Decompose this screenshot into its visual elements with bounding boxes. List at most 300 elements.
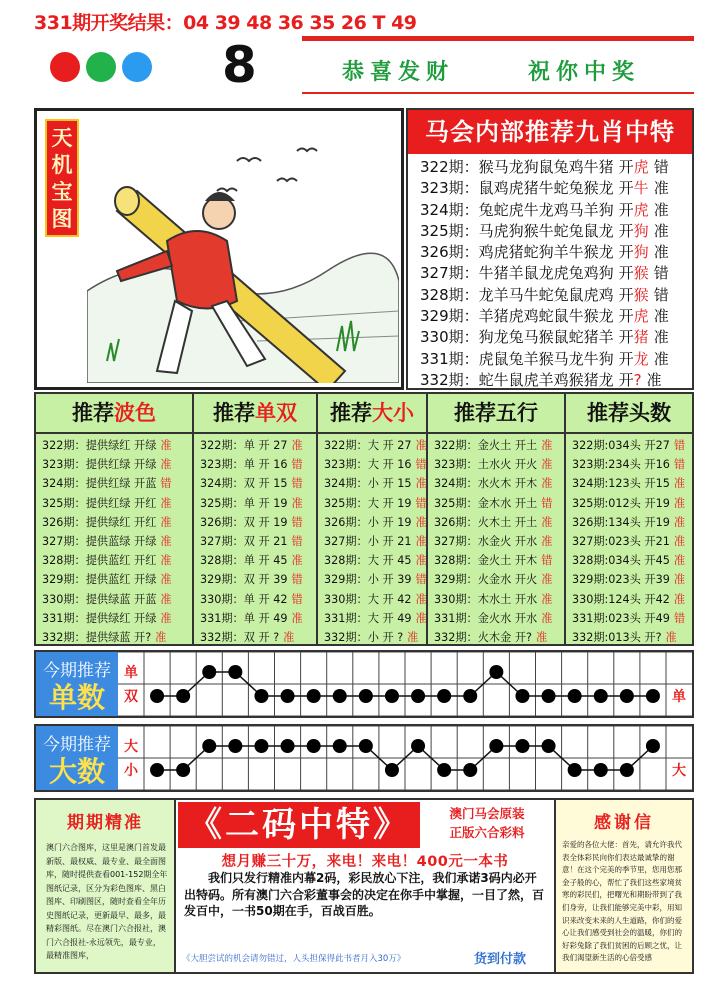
grid-row	[566, 513, 692, 532]
grid-row-result: 错	[415, 496, 427, 510]
grid-row-result: 准	[291, 611, 303, 625]
grid-row-text: 332期:013头 开?	[572, 630, 662, 644]
grid-row-text: 330期：单 开 42	[200, 592, 288, 606]
zodiac-row-list: 蛇牛鼠虎羊鸡猴猪龙	[478, 370, 614, 389]
grid-row-text: 322期：金火土 开土	[434, 439, 538, 452]
zodiac-row-list: 羊猪虎鸡蛇鼠牛猴龙	[478, 307, 614, 326]
grid-row-result: 准	[415, 477, 427, 491]
grid-row	[566, 494, 692, 513]
odd-even-trend	[34, 650, 694, 718]
zodiac-row-kai: 开	[618, 370, 634, 389]
grid-row	[318, 474, 426, 493]
grid-row	[318, 609, 426, 628]
zodiac-row-list: 龙羊马牛蛇兔鼠虎鸡	[478, 285, 614, 304]
big-small-trend-chart	[118, 726, 692, 790]
grid-row	[194, 494, 316, 513]
zodiac-row-list: 兔蛇虎牛龙鸡马羊狗	[478, 200, 614, 219]
zodiac-row-kai: 开	[618, 307, 634, 326]
grid-row	[566, 570, 692, 589]
two-code-side-text	[424, 804, 550, 842]
grid-row-text: 332期：双 开 ?	[200, 630, 280, 644]
zodiac-row	[408, 285, 692, 306]
grid-row	[566, 474, 692, 493]
zodiac-row-kai: 开	[618, 264, 634, 283]
grid-row-result: 错	[291, 477, 303, 491]
zodiac-row-period: 330期：	[420, 328, 479, 347]
grid-row-result: 准	[160, 534, 172, 548]
zodiac-row-hit: 狗	[633, 243, 649, 262]
two-code-side-line-1: 澳门马会原装	[449, 806, 525, 821]
grid-row-result: 错	[160, 477, 172, 491]
man-carrying-log-illustration	[87, 121, 399, 383]
grid-row	[194, 455, 316, 474]
zodiac-row-kai: 开	[618, 285, 634, 304]
trend-dot	[176, 689, 190, 703]
grid-row-text: 331期：大 开 49	[324, 611, 412, 625]
issue-number: 8	[222, 36, 257, 94]
grid-row-result: 错	[415, 573, 427, 587]
grid-row-result: 准	[673, 496, 686, 510]
zodiac-row-period: 325期：	[420, 221, 479, 240]
grid-row-result: 准	[673, 515, 686, 529]
grid-row-text: 328期：金火土 开木	[434, 554, 538, 568]
grid-row-text: 324期：双 开 15	[200, 477, 288, 491]
grid-row	[566, 436, 692, 455]
trend-dot	[463, 763, 477, 777]
grid-row-text: 331期:023头 开49	[572, 611, 670, 625]
grid-row-text: 322期:034头 开27	[572, 439, 670, 452]
trend-dot	[568, 689, 582, 703]
grid-row-text: 325期：单 开 19	[200, 496, 288, 510]
grid-row-text: 329期：小 开 39	[324, 573, 412, 587]
zodiac-row-result: 准	[653, 349, 669, 368]
grid-row	[318, 455, 426, 474]
grid-row-text: 323期：土水火 开火	[434, 458, 538, 472]
zodiac-row	[408, 263, 692, 284]
trend-row-bottom-label: 双	[124, 689, 138, 705]
grid-row-text: 332期：提供绿蓝 开?	[42, 630, 152, 644]
grid-row	[36, 590, 192, 609]
left-info-panel	[36, 800, 176, 972]
grid-row-result: 准	[541, 515, 553, 529]
grid-row-result: 准	[541, 592, 553, 606]
grid-row-result: 错	[291, 515, 303, 529]
left-panel-title: 期期精准	[67, 813, 143, 833]
zodiac-row-list: 猴马龙狗鼠兔鸡牛猪	[478, 158, 614, 176]
grid-row-result: 错	[673, 458, 686, 472]
nine-zodiac-panel	[406, 108, 694, 390]
thank-you-text: 亲爱的各位大佬：首先，请允许我代表全体彩民向你们表达最诚挚的谢意！在这个完美的季节里，您用您那金子般的心，帮忙了我们这些家境贫寒的彩民们，把曙光和期盼带到了我们身旁，让我们能够完美中彩，用知识来改变未来的人生道路，你们的爱心让我们感受到社会的温暖，你们的好彩兔除了我们贫困的后顾之忧，让我们渴望新生活的心倍受感	[562, 840, 682, 963]
lottery-result-line: 331期开奖结果：04 39 48 36 35 26 T 49	[34, 12, 417, 34]
grid-row	[194, 436, 316, 455]
left-panel-text: 澳门六合图库，这里是澳门首发最新版、最权威、最专业、最全面图库，随时提供查看001-152期全年图纸记录，区分为彩色图库、黑白图库、印刷图区，随时查看全年历史图纸记录，更新最早、最多，最精彩图纸。尽在澳门六合报社，澳门六合报社-永远领先，最专业，最精准图库，	[46, 843, 168, 960]
green-ball-icon	[86, 52, 116, 82]
zodiac-row-kai: 开	[618, 221, 634, 240]
zodiac-row-hit: 狗	[633, 221, 649, 240]
trend-dot	[150, 689, 164, 703]
grid-row-text: 328期：单 开 45	[200, 554, 288, 568]
grid-row-text: 324期：提供红绿 开蓝	[42, 477, 157, 491]
grid-header-a: 推荐五行	[454, 401, 538, 425]
slogan-left: 恭喜发财	[342, 60, 455, 85]
grid-row-result: 准	[535, 630, 548, 644]
grid-row	[428, 532, 564, 551]
grid-column	[318, 394, 428, 644]
grid-row-result: 准	[541, 439, 553, 452]
grid-row-text: 328期:034头 开45	[572, 554, 670, 568]
grid-row-result: 准	[160, 496, 172, 510]
grid-row	[428, 455, 564, 474]
trend-dot	[594, 763, 608, 777]
grid-row-text: 322期：提供绿红 开绿	[42, 439, 157, 452]
grid-row	[566, 628, 692, 647]
grid-row	[318, 436, 426, 455]
zodiac-row-hit: 猴	[633, 285, 649, 304]
trend-dot	[281, 689, 295, 703]
grid-row-result: 准	[415, 592, 427, 606]
zodiac-row-result: 准	[653, 243, 669, 262]
grid-row-text: 329期：火金水 开火	[434, 573, 538, 587]
two-code-ad	[176, 800, 554, 972]
zodiac-row-list: 鸡虎猪蛇狗羊牛猴龙	[478, 243, 614, 262]
zodiac-row-kai: 开	[618, 179, 634, 198]
trend-end-label: 单	[672, 689, 686, 705]
grid-row-text: 324期:123头 开15	[572, 477, 670, 491]
zodiac-row-hit: 猴	[633, 264, 649, 283]
trend-dot	[254, 739, 268, 753]
trend-row-top-label: 大	[124, 739, 138, 755]
grid-row-result: 错	[291, 592, 303, 606]
grid-row	[36, 474, 192, 493]
zodiac-row	[408, 370, 692, 391]
trend-dot	[385, 689, 399, 703]
grid-row-result: 准	[160, 439, 172, 452]
zodiac-row-list: 牛猪羊鼠龙虎兔鸡狗	[478, 264, 614, 283]
trend-dot	[489, 665, 503, 679]
grid-row	[36, 532, 192, 551]
grid-row	[36, 570, 192, 589]
grid-row-result: 准	[160, 554, 172, 568]
cash-on-delivery: 货到付款	[474, 952, 527, 967]
zodiac-row	[408, 242, 692, 263]
grid-row	[428, 570, 564, 589]
trend-dot	[254, 689, 268, 703]
zodiac-row-result: 错	[653, 264, 669, 283]
grid-row-result: 错	[415, 458, 427, 472]
grid-header-b: 单双	[255, 401, 297, 425]
grid-column	[36, 394, 194, 644]
grid-row-text: 331期：单 开 49	[200, 611, 288, 625]
trend-dot	[281, 739, 295, 753]
zodiac-row-hit: 龙	[633, 349, 649, 368]
grid-row-result: 准	[160, 592, 172, 606]
grid-row	[318, 551, 426, 570]
grid-header-a: 推荐	[330, 401, 372, 425]
grid-row-text: 326期：火木土 开土	[434, 515, 538, 529]
grid-row-text: 326期:134头 开19	[572, 515, 670, 529]
grid-header-a: 推荐	[72, 401, 114, 425]
grid-row-result: 错	[291, 573, 303, 587]
grid-row-text: 330期：提供绿蓝 开蓝	[42, 592, 157, 606]
ad-note: 《大胆尝试的机会请勿错过，人头担保得此书者月入30万》	[182, 954, 406, 964]
zodiac-row-list: 鼠鸡虎猪牛蛇兔猴龙	[478, 179, 614, 198]
grid-row-text: 327期：提供蓝绿 开绿	[42, 534, 157, 548]
odd-even-label	[36, 652, 118, 716]
grid-row-result: 错	[291, 534, 303, 548]
grid-row-text: 325期：提供红绿 开红	[42, 496, 157, 510]
grid-row	[566, 590, 692, 609]
grid-row-result: 错	[541, 554, 553, 568]
zodiac-row-hit: 猪	[633, 328, 649, 347]
trend-dot	[542, 689, 556, 703]
thank-you-letter-panel	[554, 800, 692, 972]
grid-row-result: 准	[155, 630, 167, 644]
grid-column-header	[194, 394, 316, 434]
grid-row	[428, 590, 564, 609]
grid-row-result: 准	[160, 611, 172, 625]
zodiac-row	[408, 178, 692, 199]
grid-row	[428, 551, 564, 570]
grid-row-text: 326期：提供绿红 开红	[42, 515, 157, 529]
grid-row	[566, 455, 692, 474]
zodiac-row-hit: 虎	[633, 200, 649, 219]
grid-row-text: 327期：双 开 21	[200, 534, 288, 548]
zodiac-row-result: 错	[653, 285, 669, 304]
zodiac-row-result: 准	[646, 370, 662, 389]
grid-row-result: 准	[541, 477, 553, 491]
two-code-title: 《二码中特》	[178, 802, 420, 848]
grid-row-text: 324期：水火木 开木	[434, 477, 538, 491]
grid-column	[566, 394, 692, 644]
trend-dot	[437, 689, 451, 703]
big-small-label	[36, 726, 118, 790]
odd-even-trend-chart	[118, 652, 692, 716]
grid-row	[318, 628, 426, 647]
grid-row	[428, 609, 564, 628]
grid-header-a: 推荐头数	[587, 401, 671, 425]
big-small-label-small: 今期推荐	[43, 735, 111, 755]
zodiac-row-kai: 开	[618, 328, 634, 347]
trend-dot	[307, 689, 321, 703]
trend-dot	[202, 665, 216, 679]
grid-row-result: 准	[291, 439, 303, 452]
trend-dot	[489, 739, 503, 753]
grid-row-result: 准	[415, 554, 427, 568]
zodiac-row	[408, 306, 692, 327]
grid-row	[318, 590, 426, 609]
grid-row-result: 准	[673, 477, 686, 491]
grid-column-header	[318, 394, 426, 434]
zodiac-row	[408, 157, 692, 178]
grid-row	[194, 628, 316, 647]
grid-row-result: 准	[673, 573, 686, 587]
grid-row-result: 错	[673, 439, 686, 452]
trend-dot	[646, 689, 660, 703]
grid-row-text: 331期：金火水 开水	[434, 611, 538, 625]
zodiac-row-kai: 开	[618, 200, 634, 219]
odd-even-label-small: 今期推荐	[43, 661, 111, 681]
zodiac-row-hit: 虎	[633, 307, 649, 326]
trend-dot	[359, 739, 373, 753]
zodiac-row	[408, 221, 692, 242]
zodiac-row	[408, 349, 692, 370]
grid-column-header	[36, 394, 192, 434]
grid-row-text: 327期:023头 开21	[572, 534, 670, 548]
zodiac-row-result: 准	[653, 307, 669, 326]
grid-row-text: 323期：单 开 16	[200, 458, 288, 472]
trend-dot	[385, 763, 399, 777]
grid-row	[318, 494, 426, 513]
zodiac-row-list: 狗龙兔马猴鼠蛇猪羊	[478, 328, 614, 347]
grid-row-result: 准	[415, 515, 427, 529]
trend-dot	[228, 739, 242, 753]
grid-row-text: 330期：大 开 42	[324, 592, 412, 606]
grid-row	[36, 551, 192, 570]
money-slogan: 想月赚三十万，来电！来电！400元一本书	[221, 854, 509, 870]
grid-row	[36, 494, 192, 513]
trend-dot	[620, 689, 634, 703]
grid-row-result: 准	[673, 534, 686, 548]
grid-row-result: 准	[160, 573, 172, 587]
grid-row	[36, 436, 192, 455]
grid-row-result: 准	[673, 554, 686, 568]
mystery-picture-panel	[34, 108, 404, 390]
grid-row	[318, 532, 426, 551]
grid-row-result: 错	[541, 496, 553, 510]
trend-row-bottom-label: 小	[124, 763, 138, 779]
grid-row-result: 准	[407, 630, 419, 644]
trend-dot	[359, 689, 373, 703]
zodiac-row-period: 326期：	[420, 243, 479, 262]
grid-row-text: 323期:234头 开16	[572, 458, 670, 472]
zodiac-row-period: 322期：	[420, 158, 479, 176]
zodiac-row-result: 准	[653, 200, 669, 219]
trend-dot	[333, 739, 347, 753]
trend-row-top-label: 单	[124, 665, 138, 681]
zodiac-row-kai: 开	[618, 349, 634, 368]
zodiac-row	[408, 327, 692, 348]
grid-row-result: 准	[291, 554, 303, 568]
grid-row-text: 326期：小 开 19	[324, 515, 412, 529]
grid-row	[36, 609, 192, 628]
zodiac-row-kai: 开	[618, 243, 634, 262]
zodiac-row-result: 准	[653, 328, 669, 347]
blue-ball-icon	[122, 52, 152, 82]
grid-row-text: 322期：单 开 27	[200, 439, 288, 452]
trend-dot	[437, 763, 451, 777]
trend-dot	[542, 739, 556, 753]
grid-row	[566, 609, 692, 628]
grid-header-a: 推荐	[213, 401, 255, 425]
promise-text: 我们只发行精准内幕2码，彩民放心下注，我们承诺3码内必开出特码。所有澳门六合彩董事会的决定在你手中掌握，一目了然，百发百中，一书50期在手，百战百胜。	[184, 871, 545, 918]
grid-row	[194, 609, 316, 628]
grid-header-b: 大小	[372, 401, 414, 425]
grid-row-text: 328期：提供蓝红 开红	[42, 554, 157, 568]
red-ball-icon	[50, 52, 80, 82]
grid-row-text: 325期:012头 开19	[572, 496, 670, 510]
grid-row-result: 准	[541, 573, 553, 587]
grid-row-result: 准	[283, 630, 295, 644]
zodiac-row-hit: 虎	[633, 158, 649, 176]
grid-row-text: 327期：小 开 21	[324, 534, 412, 548]
grid-row	[36, 455, 192, 474]
grid-row	[566, 532, 692, 551]
grid-row	[566, 551, 692, 570]
grid-row	[194, 513, 316, 532]
trend-dot	[228, 665, 242, 679]
zodiac-row-period: 329期：	[420, 307, 479, 326]
grid-row	[428, 494, 564, 513]
header-red-rule-2	[302, 92, 694, 94]
zodiac-row-result: 错	[653, 158, 669, 176]
zodiac-row-kai: 开	[618, 158, 634, 176]
grid-row-text: 332期：火木金 开?	[434, 630, 532, 644]
grid-row-result: 错	[673, 611, 686, 625]
zodiac-row-period: 331期：	[420, 349, 479, 368]
two-code-side-line-2: 正版六合彩料	[449, 825, 525, 840]
zodiac-row-list: 马虎狗猴牛蛇兔鼠龙	[478, 221, 614, 240]
bottom-ad-panel	[34, 798, 694, 974]
grid-column	[428, 394, 566, 644]
grid-row-text: 327期：水金火 开水	[434, 534, 538, 548]
grid-row-text: 332期：小 开 ?	[324, 630, 404, 644]
trend-dot	[150, 763, 164, 777]
trend-dot	[411, 739, 425, 753]
zodiac-row-period: 324期：	[420, 200, 479, 219]
grid-row-result: 准	[160, 515, 172, 529]
grid-column-header	[566, 394, 692, 434]
zodiac-row-period: 327期：	[420, 264, 479, 283]
grid-row	[318, 513, 426, 532]
grid-row	[194, 532, 316, 551]
grid-row-text: 325期：大 开 19	[324, 496, 412, 510]
grid-row-result: 准	[291, 496, 303, 510]
trend-dot	[620, 763, 634, 777]
grid-row-result: 准	[415, 611, 427, 625]
grid-row-result: 准	[673, 592, 686, 606]
trend-dot	[202, 739, 216, 753]
grid-row	[194, 474, 316, 493]
grid-row-text: 325期：金木水 开土	[434, 496, 538, 510]
grid-row-result: 准	[541, 534, 553, 548]
grid-column	[194, 394, 318, 644]
grid-row-text: 324期：小 开 15	[324, 477, 412, 491]
grid-row	[318, 570, 426, 589]
grid-row-text: 323期：提供红绿 开绿	[42, 458, 157, 472]
grid-header-b: 波色	[114, 401, 156, 425]
grid-row	[194, 590, 316, 609]
trend-dot	[594, 689, 608, 703]
grid-row	[194, 551, 316, 570]
grid-row	[428, 474, 564, 493]
zodiac-row-hit: 牛	[633, 179, 649, 198]
grid-row	[428, 628, 564, 647]
zodiac-row-result: 准	[653, 221, 669, 240]
trend-dot	[411, 689, 425, 703]
grid-row-text: 329期：双 开 39	[200, 573, 288, 587]
grid-column-header	[428, 394, 564, 434]
thank-you-title: 感谢信	[594, 813, 654, 833]
trend-dot	[515, 689, 529, 703]
grid-row	[194, 570, 316, 589]
big-small-label-big: 大数	[48, 755, 105, 788]
nine-zodiac-title: 马会内部推荐九肖中特	[408, 110, 692, 154]
grid-row-text: 330期：木水土 开水	[434, 592, 538, 606]
zodiac-row-result: 准	[653, 179, 669, 198]
grid-row-text: 328期：大 开 45	[324, 554, 412, 568]
grid-row-result: 准	[665, 630, 677, 644]
trend-dot	[568, 763, 582, 777]
